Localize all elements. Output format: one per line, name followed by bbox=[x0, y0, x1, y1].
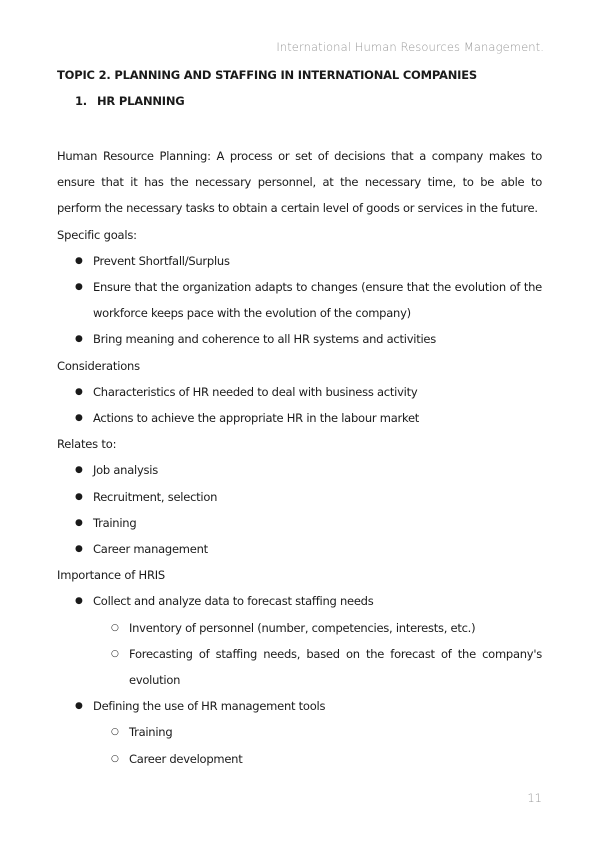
section-heading bbox=[75, 94, 185, 108]
list-item-text: Actions to achieve the appropriate HR in the labour market bbox=[93, 411, 420, 426]
sub-list-item-text: Inventory of personnel (number, competencies, interests, etc.) bbox=[129, 620, 476, 635]
sub-list-item bbox=[111, 746, 542, 772]
list-item bbox=[75, 588, 542, 693]
list-item-text: Training bbox=[93, 515, 137, 530]
relates-to-list bbox=[57, 457, 542, 562]
list-item-text: Ensure that the organization adapts to changes (ensure that the evolution of the workforce keeps pace with the evolution of the company) bbox=[93, 280, 542, 321]
list-item-text: Defining the use of HR management tools bbox=[93, 699, 326, 714]
bullet-icon: ● bbox=[75, 282, 83, 293]
list-item bbox=[75, 536, 542, 562]
list-item-text: Job analysis bbox=[93, 463, 158, 478]
considerations-label: Considerations bbox=[57, 358, 140, 373]
list-item bbox=[75, 248, 542, 274]
considerations-list bbox=[57, 379, 542, 431]
list-item bbox=[75, 274, 542, 326]
sub-list bbox=[93, 719, 542, 771]
list-item bbox=[75, 484, 542, 510]
bullet-icon: ● bbox=[75, 255, 83, 266]
sub-list-item bbox=[111, 615, 542, 641]
sub-list-item bbox=[111, 719, 542, 745]
hollow-bullet-icon: ○ bbox=[111, 727, 119, 738]
sub-list-item-text: Forecasting of staffing needs, based on the forecast of the company's evolution bbox=[129, 646, 542, 688]
hollow-bullet-icon: ○ bbox=[111, 622, 119, 633]
list-item-text: Recruitment, selection bbox=[93, 489, 218, 504]
bullet-icon: ● bbox=[75, 596, 83, 607]
sub-list bbox=[93, 615, 542, 694]
importance-hris-label: Importance of HRIS bbox=[57, 568, 166, 583]
relates-to-label: Relates to: bbox=[57, 437, 117, 452]
hollow-bullet-icon: ○ bbox=[111, 648, 119, 659]
list-item-text: Bring meaning and coherence to all HR systems and activities bbox=[93, 332, 436, 347]
sub-list-item bbox=[111, 641, 542, 693]
sub-list-item-text: Training bbox=[129, 725, 173, 740]
specific-goals-label: Specific goals: bbox=[57, 227, 137, 242]
list-item-text: Characteristics of HR needed to deal with business activity bbox=[93, 384, 418, 399]
bullet-icon: ● bbox=[75, 517, 83, 528]
importance-hris-list bbox=[57, 588, 542, 771]
bullet-icon: ● bbox=[75, 386, 83, 397]
body-content bbox=[57, 143, 542, 772]
list-item-text: Collect and analyze data to forecast staffing needs bbox=[93, 594, 374, 609]
running-header: International Human Resources Management. bbox=[276, 40, 544, 54]
list-item-text: Prevent Shortfall/Surplus bbox=[93, 253, 230, 268]
list-item bbox=[75, 510, 542, 536]
topic-title: TOPIC 2. PLANNING AND STAFFING IN INTERNATIONAL COMPANIES bbox=[57, 68, 477, 82]
bullet-icon: ● bbox=[75, 701, 83, 712]
bullet-icon: ● bbox=[75, 544, 83, 555]
list-item bbox=[75, 326, 542, 352]
bullet-icon: ● bbox=[75, 465, 83, 476]
page-number: 11 bbox=[527, 791, 542, 805]
specific-goals-list bbox=[57, 248, 542, 353]
section-number: 1. bbox=[75, 94, 87, 108]
list-item bbox=[75, 405, 542, 431]
bullet-icon: ● bbox=[75, 334, 83, 345]
list-item bbox=[75, 693, 542, 772]
list-item bbox=[75, 379, 542, 405]
intro-paragraph: Human Resource Planning: A process or set of decisions that a company makes to ensure that it has the necessary personnel, at the necessary time, to be able to perform the necessary tasks to obtain a certain level of goods or services in the future. bbox=[57, 149, 542, 216]
bullet-icon: ● bbox=[75, 413, 83, 424]
list-item bbox=[75, 457, 542, 483]
list-item-text: Career management bbox=[93, 542, 208, 557]
hollow-bullet-icon: ○ bbox=[111, 753, 119, 764]
bullet-icon: ● bbox=[75, 491, 83, 502]
sub-list-item-text: Career development bbox=[129, 751, 243, 766]
section-title: HR PLANNING bbox=[97, 94, 185, 108]
